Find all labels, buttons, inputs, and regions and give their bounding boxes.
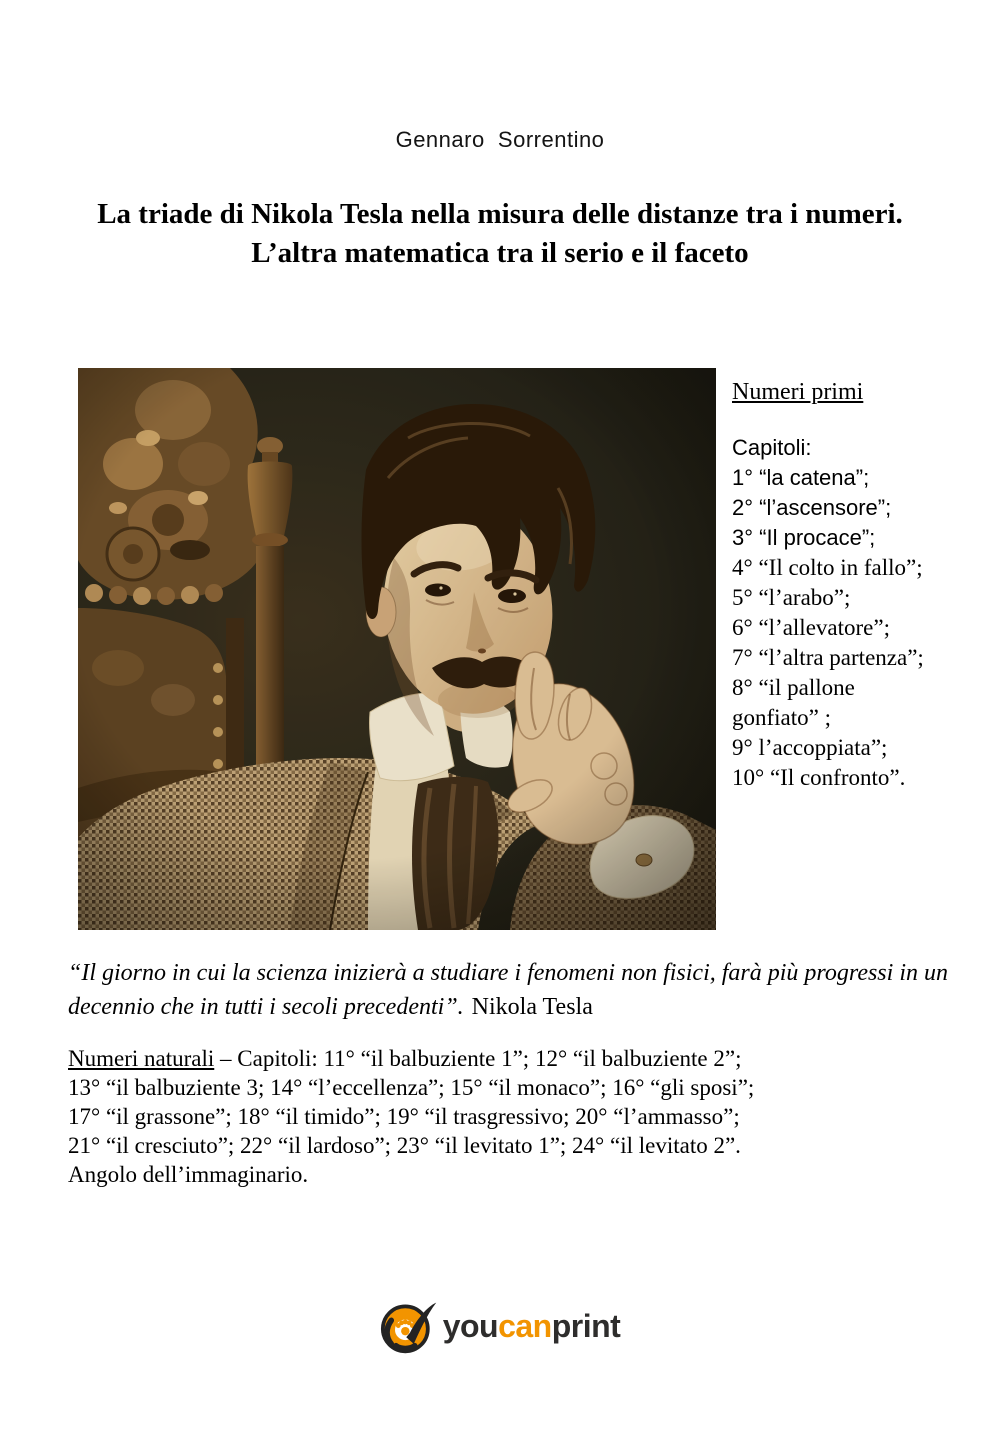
naturali-line: 17° “il grassone”; 18° “il timido”; 19° “il trasgressivo; 20° “l’ammasso”;	[68, 1104, 740, 1129]
tesla-portrait-photo	[78, 368, 716, 930]
logo-text-you: you	[442, 1308, 499, 1344]
chapter-line: 1° “la catena”;	[732, 465, 870, 490]
chapter-sidebar	[732, 378, 984, 793]
youcanprint-logo	[0, 1293, 1000, 1359]
chapter-line: 6° “l’allevatore”;	[732, 615, 890, 640]
tesla-portrait-illustration	[78, 368, 716, 930]
chapter-list-label: Capitoli:	[732, 435, 812, 460]
naturali-line-rest: – Capitoli: 11° “il balbuziente 1”; 12° “il balbuziente 2”;	[214, 1046, 742, 1071]
chapter-line: 5° “l’arabo”;	[732, 585, 851, 610]
title-line-1: La triade di Nikola Tesla nella misura delle distanze tra i numeri.	[97, 198, 903, 230]
sidebar-heading: Numeri primi	[732, 379, 864, 405]
chapter-line: 3° “Il procace”;	[732, 525, 876, 550]
chapter-line: gonfiato” ;	[732, 705, 831, 730]
numeri-naturali-paragraph	[68, 1044, 970, 1189]
naturali-line: 13° “il balbuziente 3; 14° “l’eccellenza”; 15° “il monaco”; 16° “gli sposi”;	[68, 1075, 755, 1100]
chapter-line: 7° “l’altra partenza”;	[732, 645, 924, 670]
chapter-line: 4° “Il colto in fallo”;	[732, 555, 923, 580]
quote-text: “Il giorno in cui la scienza inizierà a studiare i fenomeni non fisici, farà più progressi in un decennio che in tutti i secoli precedenti”.	[68, 960, 948, 1020]
logo-text-can: can	[498, 1308, 552, 1344]
chapter-line: 10° “Il confronto”.	[732, 765, 906, 790]
naturali-line	[68, 1044, 970, 1073]
chapter-line: 2° “l’ascensore”;	[732, 495, 892, 520]
youcanprint-hand-check-icon	[380, 1296, 440, 1356]
logo-text-print: print	[551, 1308, 621, 1344]
author-name: Gennaro Sorrentino	[395, 127, 605, 152]
naturali-heading: Numeri naturali	[68, 1046, 215, 1071]
chapter-line: 9° l’accoppiata”;	[732, 735, 888, 760]
quote-attribution: Nikola Tesla	[471, 994, 593, 1020]
chapter-line: 8° “il pallone	[732, 675, 855, 700]
naturali-line: 21° “il cresciuto”; 22° “il lardoso”; 23° “il levitato 1”; 24° “il levitato 2”.	[68, 1133, 741, 1158]
title-line-2: L’altra matematica tra il serio e il faceto	[251, 237, 749, 269]
naturali-line: Angolo dell’immaginario.	[68, 1162, 309, 1187]
tesla-quote	[68, 956, 952, 1024]
book-title	[50, 195, 950, 273]
